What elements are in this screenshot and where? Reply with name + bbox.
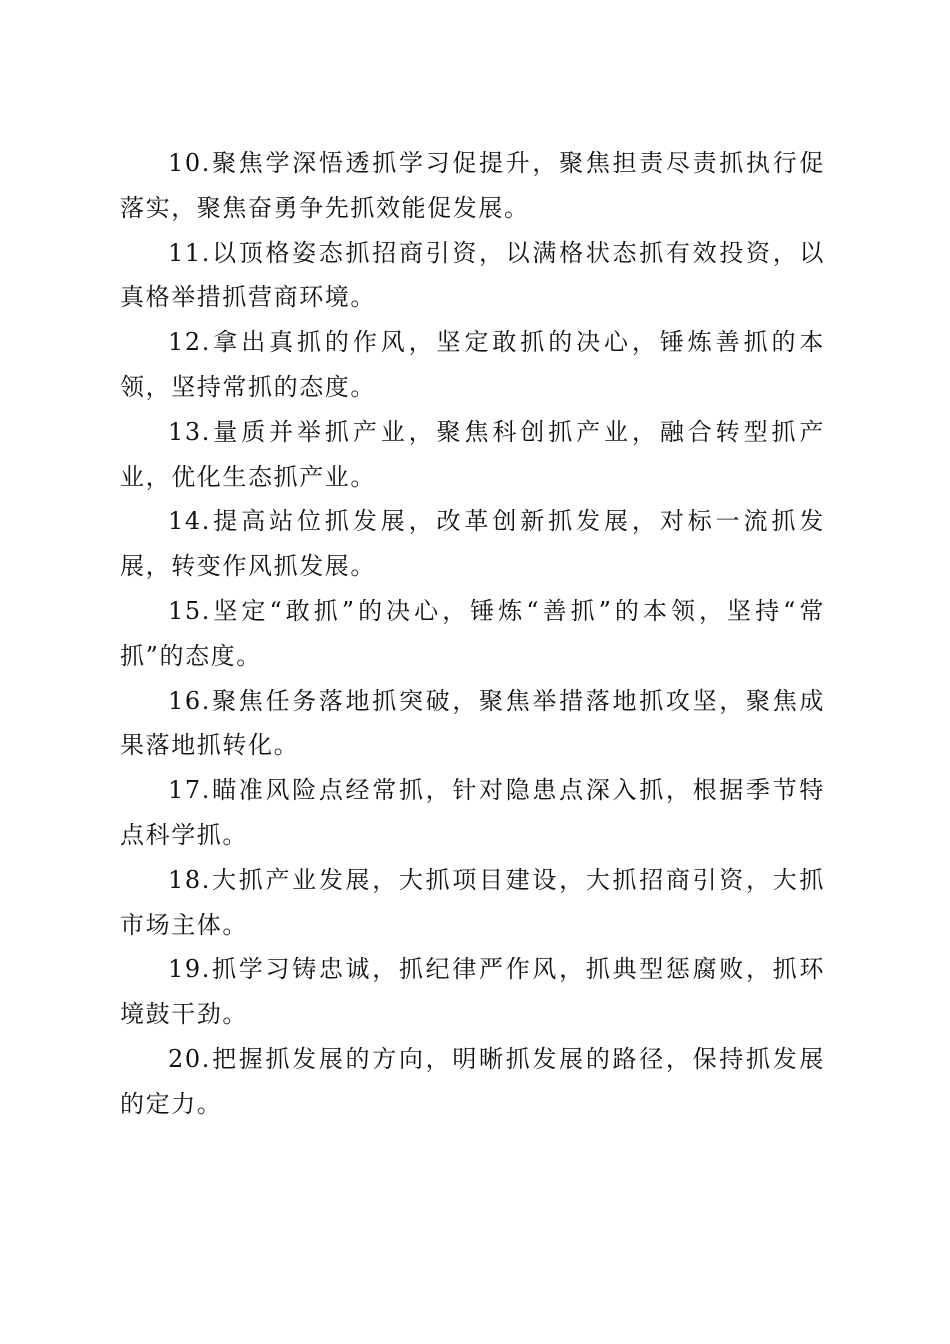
paragraph-item-16: 16.聚焦任务落地抓突破，聚焦举措落地抓攻坚，聚焦成果落地抓转化。 (120, 686, 825, 760)
paragraph-item-18: 18.大抓产业发展，大抓项目建设，大抓招商引资，大抓市场主体。 (120, 865, 825, 939)
paragraph-item-12: 12.拿出真抓的作风，坚定敢抓的决心，锤炼善抓的本领，坚持常抓的态度。 (120, 328, 825, 401)
paragraph-item-17: 17.瞄准风险点经常抓，针对隐患点深入抓，根据季节特点科学抓。 (120, 776, 825, 849)
paragraph-item-15: 15.坚定“敢抓”的决心，锤炼“善抓”的本领，坚持“常抓”的态度。 (120, 596, 825, 670)
paragraph-item-11: 11.以顶格姿态抓招商引资，以满格状态抓有效投资，以真格举措抓营商环境。 (120, 238, 825, 312)
document-body (120, 141, 825, 1127)
paragraph-item-10: 10.聚焦学深悟透抓学习促提升，聚焦担责尽责抓执行促落实，聚焦奋勇争先抓效能促发展。 (120, 149, 825, 222)
paragraph-item-20: 20.把握抓发展的方向，明晰抓发展的路径，保持抓发展的定力。 (120, 1044, 825, 1118)
paragraph-item-13: 13.量质并举抓产业，聚焦科创抓产业，融合转型抓产业，优化生态抓产业。 (120, 417, 825, 491)
paragraph-item-19: 19.抓学习铸忠诚，抓纪律严作风，抓典型惩腐败，抓环境鼓干劲。 (120, 955, 825, 1029)
paragraph-item-14: 14.提高站位抓发展，改革创新抓发展，对标一流抓发展，转变作风抓发展。 (120, 507, 825, 581)
